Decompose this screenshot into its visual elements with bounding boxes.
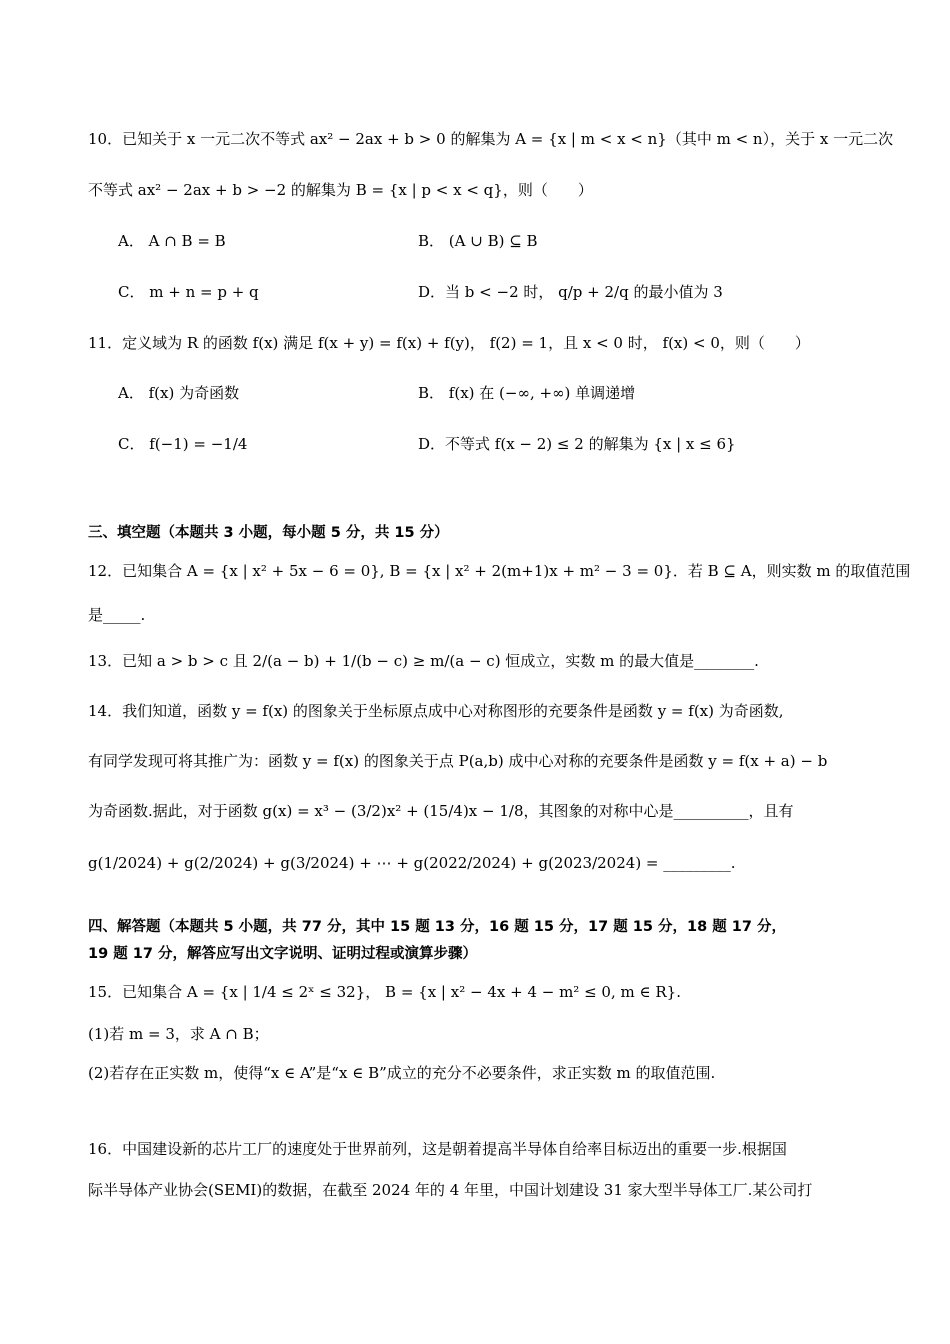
q14-stem-line1: 14．我们知道，函数 y = f(x) 的图象关于坐标原点成中心对称图形的充要条件是函数 y = f(x) 为奇函数, xyxy=(88,702,784,720)
q15-part2: (2)若存在正实数 m，使得“x ∈ A”是“x ∈ B”成立的充分不必要条件，求正实数 m 的取值范围. xyxy=(88,1064,716,1082)
q14-stem-line3: 为奇函数.据此，对于函数 g(x) = x³ − (3/2)x² + (15/4)x − 1/8，其图象的对称中心是__________，且有 xyxy=(88,802,794,820)
q11-option-c: C． f(−1) = −1/4 xyxy=(118,435,248,453)
section-4-title-line1: 四、解答题（本题共 5 小题，共 77 分，其中 15 题 13 分，16 题 15 分，17 题 15 分，18 题 17 分， xyxy=(88,919,787,935)
q15-stem: 15．已知集合 A = {x | 1/4 ≤ 2ˣ ≤ 32}， B = {x | x² − 4x + 4 − m² ≤ 0, m ∈ R}. xyxy=(88,983,681,1001)
q12-stem-line1: 12．已知集合 A = {x | x² + 5x − 6 = 0}, B = {x | x² + 2(m+1)x + m² − 3 = 0}．若 B ⊆ A，则实数 m 的取值范围 xyxy=(88,562,911,580)
q11-option-a: A． f(x) 为奇函数 xyxy=(118,384,240,402)
q10-option-a: A． A ∩ B = B xyxy=(118,232,226,250)
q11-option-b: B． f(x) 在 (−∞, +∞) 单调递增 xyxy=(418,384,636,402)
q12-stem-line2: 是_____. xyxy=(88,606,146,624)
q14-stem-line4: g(1/2024) + g(2/2024) + g(3/2024) + ⋯ + g(2022/2024) + g(2023/2024) = _________. xyxy=(88,854,736,872)
q10-stem-line2: 不等式 ax² − 2ax + b > −2 的解集为 B = {x | p < x < q}，则（ ） xyxy=(88,181,593,199)
section-4-title-line2: 19 题 17 分，解答应写出文字说明、证明过程或演算步骤） xyxy=(88,946,477,962)
q11-option-d: D．不等式 f(x − 2) ≤ 2 的解集为 {x | x ≤ 6} xyxy=(418,435,736,453)
section-3-title: 三、填空题（本题共 3 小题，每小题 5 分，共 15 分） xyxy=(88,525,449,541)
q14-stem-line2: 有同学发现可将其推广为：函数 y = f(x) 的图象关于点 P(a,b) 成中心对称的充要条件是函数 y = f(x + a) − b xyxy=(88,752,828,770)
q10-option-d: D．当 b < −2 时， q/p + 2/q 的最小值为 3 xyxy=(418,283,723,301)
q16-stem-line2: 际半导体产业协会(SEMI)的数据，在截至 2024 年的 4 年里，中国计划建设 31 家大型半导体工厂.某公司打 xyxy=(88,1181,813,1199)
q10-option-c: C． m + n = p + q xyxy=(118,283,259,301)
q15-part1: (1)若 m = 3，求 A ∩ B； xyxy=(88,1025,269,1043)
q11-stem: 11．定义域为 R 的函数 f(x) 满足 f(x + y) = f(x) + f(y)， f(2) = 1，且 x < 0 时， f(x) < 0，则（ ） xyxy=(88,334,810,352)
q16-stem-line1: 16．中国建设新的芯片工厂的速度处于世界前列，这是朝着提高半导体自给率目标迈出的重要一步.根据国 xyxy=(88,1140,787,1158)
q10-option-b: B． (A ∪ B) ⊆ B xyxy=(418,232,538,250)
q10-stem-line1: 10．已知关于 x 一元二次不等式 ax² − 2ax + b > 0 的解集为 A = {x | m < x < n}（其中 m < n），关于 x 一元二次 xyxy=(88,130,894,148)
q13-stem: 13．已知 a > b > c 且 2/(a − b) + 1/(b − c) ≥ m/(a − c) 恒成立，实数 m 的最大值是________. xyxy=(88,652,759,670)
